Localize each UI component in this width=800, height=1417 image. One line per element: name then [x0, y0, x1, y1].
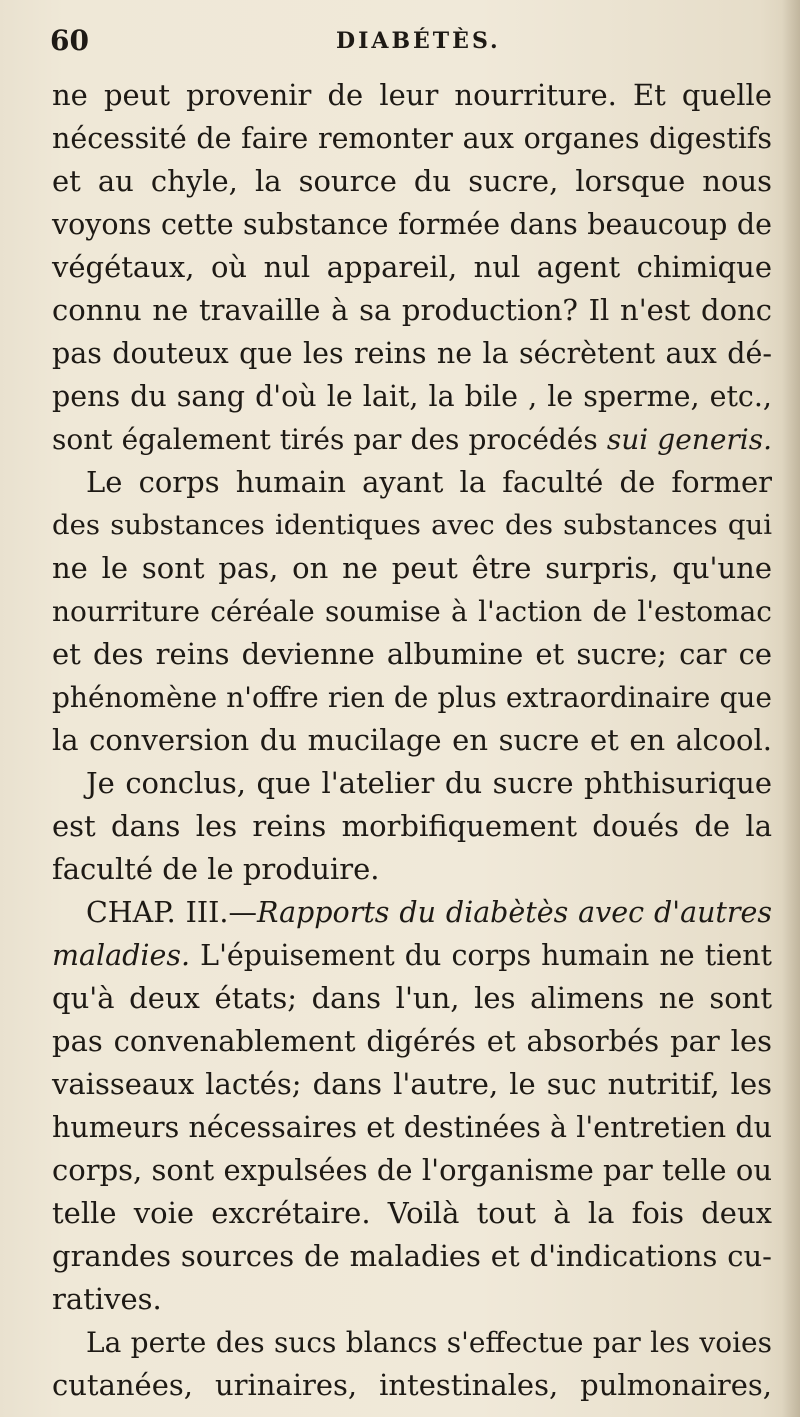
text-line [52, 1192, 772, 1235]
text-line-content: ne peut provenir de leur nourriture. Et quelle [52, 78, 772, 112]
text-line-content: L'épuisement du corps humain ne tient [190, 939, 772, 972]
text-line [52, 504, 772, 547]
text-line [52, 848, 772, 891]
text-line [52, 1106, 772, 1149]
text-line-content: phénomène n'offre rien de plus extraordinaire que [52, 681, 772, 714]
text-line-content: pens du sang d'où le lait, la bile , le sperme, etc., [52, 380, 772, 413]
text-line [52, 289, 772, 332]
text-line-content: nourriture céréale soumise à l'action de l'estomac [52, 595, 772, 628]
text-line [52, 1149, 772, 1192]
text-line-content: La perte des sucs blancs s'effectue par les voies [86, 1326, 772, 1359]
text-line-content: et des reins devienne albumine et sucre; car ce [52, 637, 772, 671]
text-line-content: grandes sources de maladies et d'indications cu- [52, 1239, 772, 1273]
text-line [52, 719, 772, 762]
text-line [52, 117, 772, 160]
text-line [52, 590, 772, 633]
text-line [52, 160, 772, 203]
text-line [52, 1063, 772, 1106]
body-text [52, 74, 772, 1407]
text-line [52, 1235, 772, 1278]
text-line [52, 762, 772, 805]
text-line-content: et au chyle, la source du sucre, lorsque nous [52, 164, 772, 198]
text-line [52, 891, 772, 934]
text-line-content: Je conclus, que l'atelier du sucre phthisurique [86, 766, 772, 800]
text-line [52, 676, 772, 719]
italic-text: maladies. [52, 939, 191, 972]
text-line [52, 375, 772, 418]
text-line-content: nécessité de faire remonter aux organes digestifs [52, 122, 772, 155]
text-line-content: des substances identiques avec des substances qui [52, 509, 772, 541]
text-line [52, 74, 772, 117]
text-line-content: telle voie excrétaire. Voilà tout à la fois deux [52, 1196, 772, 1230]
text-line-content: faculté de le produire. [52, 852, 380, 886]
text-line-content: corps, sont expulsées de l'organisme par telle ou [52, 1153, 772, 1187]
text-line [52, 1364, 772, 1407]
text-line [52, 1278, 772, 1321]
text-line-content: ratives. [52, 1282, 162, 1316]
text-line-content: ne le sont pas, on ne peut être surpris, qu'une [52, 551, 772, 585]
text-line [52, 461, 772, 504]
text-line [52, 977, 772, 1020]
text-line-content: la conversion du mucilage en sucre et en alcool. [52, 723, 772, 757]
text-line-content: humeurs nécessaires et destinées à l'entretien du [52, 1111, 772, 1144]
text-line-content: vaisseaux lactés; dans l'autre, le suc nutritif, les [52, 1067, 772, 1101]
text-line-content: connu ne travaille à sa production? Il n'est donc [52, 293, 772, 327]
text-line-content: cutanées, urinaires, intestinales, pulmonaires, [52, 1368, 772, 1402]
text-line [52, 547, 772, 590]
text-line-content: qu'à deux états; dans l'un, les alimens ne sont [52, 981, 772, 1015]
text-line [52, 1020, 772, 1063]
text-line [52, 1321, 772, 1364]
italic-text: sui generis. [606, 423, 772, 456]
text-line-content: sont également tirés par des procédés [52, 423, 607, 456]
page-header [50, 24, 770, 64]
text-line-content: végétaux, où nul appareil, nul agent chimique [52, 250, 772, 284]
text-line [52, 203, 772, 246]
text-line-content: Le corps humain ayant la faculté de former [86, 465, 772, 499]
text-line [52, 418, 772, 461]
text-line [52, 805, 772, 848]
text-line-content: est dans les reins morbifiquement doués de la [52, 809, 772, 843]
text-line-content: pas convenablement digérés et absorbés par les [52, 1024, 772, 1058]
text-line-content: voyons cette substance formée dans beaucoup de [52, 208, 772, 241]
page-number: 60 [50, 24, 89, 57]
italic-text: Rapports du diabètès avec d'autres [256, 896, 772, 929]
text-line [52, 633, 772, 676]
page-edge-shadow [782, 0, 800, 1417]
text-line-content: CHAP. III.— [86, 896, 257, 929]
text-line [52, 332, 772, 375]
text-line-content: pas douteux que les reins ne la sécrètent aux dé- [52, 337, 772, 370]
text-line [52, 246, 772, 289]
text-line [52, 934, 772, 977]
running-title: DIABÉTÈS. [336, 28, 501, 54]
